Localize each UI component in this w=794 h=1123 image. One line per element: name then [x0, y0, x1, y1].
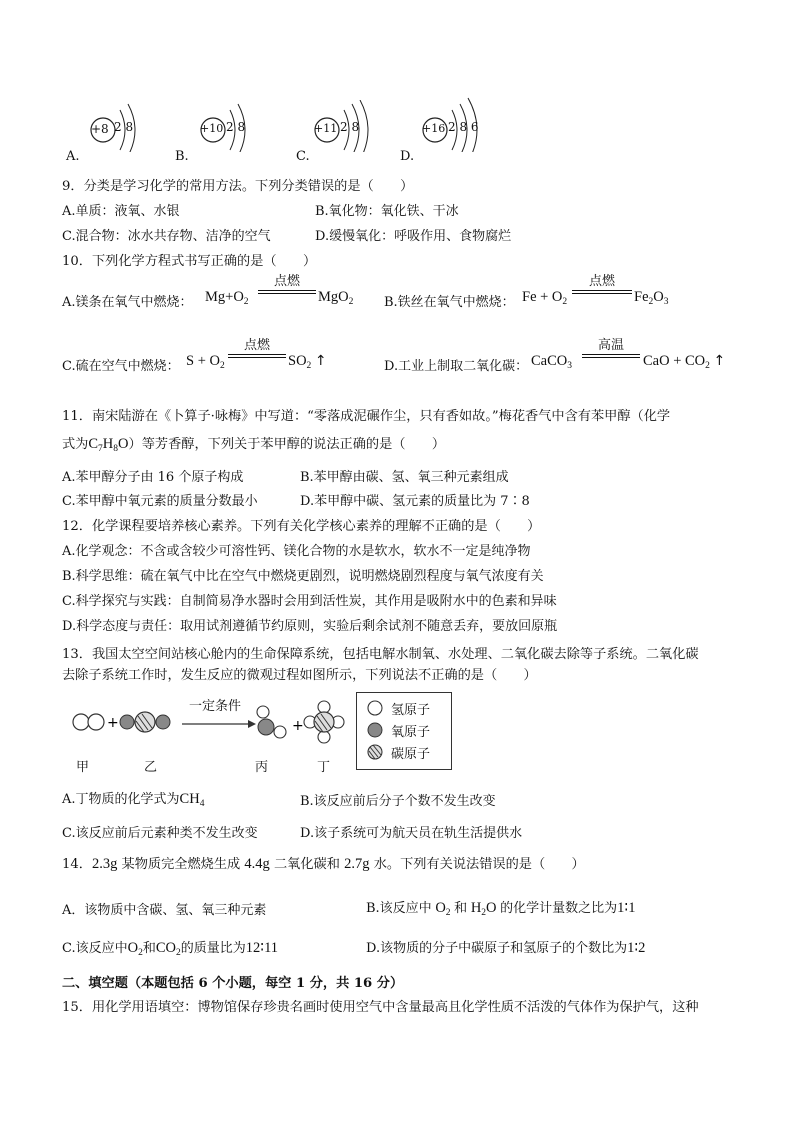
question-9-stem: 9．分类是学习化学的常用方法。下列分类错误的是（ ） — [62, 179, 414, 194]
molecule-name-yi: 乙 — [144, 760, 158, 775]
reaction-condition-a: 点燃 — [258, 275, 316, 294]
legend-hydrogen: 氢原子 — [391, 703, 431, 718]
equation-b-right: $Fe_2O_3$ — [634, 289, 669, 307]
equation-a-left: $Mg+O_2$ — [205, 289, 249, 307]
molecule-name-bing: 丙 — [255, 760, 269, 775]
q12-option-b: B.科学思维：硫在氧气中比在空气中燃烧更剧烈，说明燃烧剧烈程度与氧气浓度有关 — [62, 569, 544, 584]
equation-c-right: $SO_2$ ↑ — [288, 353, 327, 371]
q14-option-c: C.该反应中$O_2$和$CO_2$的质量比为12∶11 — [62, 940, 279, 958]
atom-nucleus: +8 — [91, 122, 109, 136]
q14-option-d: D.该物质的分子中碳原子和氢原子的个数比为1∶2 — [366, 940, 646, 956]
atom-nucleus: +10 — [200, 122, 224, 135]
molecule-name-ding: 丁 — [317, 760, 331, 775]
q12-option-d: D.科学态度与责任：取用试剂遵循节约原则，实验后剩余试剂不随意丢弃，要放回原瓶 — [62, 619, 558, 634]
svg-text:+: + — [107, 715, 119, 731]
equation-d-right: CaO + $CO_2$ ↑ — [643, 353, 726, 371]
atom-shells: 2 8 — [340, 120, 360, 134]
q11-option-b: B.苯甲醇由碳、氢、氧三种元素组成 — [300, 470, 509, 485]
legend-oxygen: 氧原子 — [391, 725, 431, 740]
reaction-condition-b: 点燃 — [572, 275, 632, 294]
q9-option-c: C.混合物：冰水共存物、洁净的空气 — [62, 229, 271, 244]
question-12-stem: 12．化学课程要培养核心素养。下列有关化学核心素养的理解不正确的是（ ） — [62, 519, 541, 534]
question-15-line1: 15．用化学用语填空：博物馆保存珍贵名画时使用空气中含量最高且化学性质不活泼的气体作为保护气，这种 — [62, 1000, 699, 1015]
svg-text:+: + — [292, 718, 304, 734]
q13-option-b: B.该反应前后分子个数不发生改变 — [300, 794, 496, 809]
equation-b-left: $Fe + O_2$ — [522, 289, 568, 307]
q13-option-c: C.该反应前后元素种类不发生改变 — [62, 826, 258, 841]
q14-option-b: B.该反应中 $O_2$ 和 $H_2O$ 的化学计量数之比为1∶1 — [366, 900, 636, 918]
atom-shells: 2 8 — [114, 120, 134, 134]
question-11-line1: 11．南宋陆游在《卜算子·咏梅》中写道：“零落成泥碾作尘，只有香如故。”梅花香气中含有苯甲醇（化学 — [62, 409, 671, 424]
equation-c-left: $S + O_2$ — [186, 353, 225, 371]
q11-option-a: A.苯甲醇分子由 16 个原子构成 — [62, 470, 244, 485]
q11-option-c: C.苯甲醇中氧元素的质量分数最小 — [62, 494, 258, 509]
atom-shells: 2 8 — [226, 120, 246, 134]
q10-option-a: A.镁条在氧气中燃烧： — [62, 295, 193, 310]
reaction-condition-d: 高温 — [582, 339, 640, 358]
q9-option-d: D.缓慢氧化：呼吸作用、食物腐烂 — [315, 229, 512, 244]
atom-shells: 2 8 6 — [448, 120, 479, 134]
option-label: C. — [296, 149, 310, 164]
equation-d-left: CaCO$_3$ — [531, 353, 572, 371]
section-heading: 二、填空题（本题包括 6 个小题，每空 1 分，共 16 分） — [62, 976, 404, 991]
option-label: D. — [400, 149, 415, 164]
question-11-line2: 式为$C_7H_8O$）等芳香醇，下列关于苯甲醇的说法正确的是（ ） — [62, 436, 446, 454]
q9-option-a: A.单质：液氧、水银 — [62, 204, 180, 219]
option-label: B. — [175, 149, 189, 164]
question-14-stem: 14．2.3g 某物质完全燃烧生成 4.4g 二氧化碳和 2.7g 水。下列有关说法错误的是（ ） — [62, 856, 585, 872]
reaction-condition-c: 点燃 — [228, 339, 286, 358]
option-label: A. — [66, 149, 80, 164]
legend-carbon: 碳原子 — [391, 747, 431, 762]
formula-benzyl-alcohol: $C_7H_8O$ — [88, 436, 129, 454]
question-13-line2: 去除子系统工作时，发生反应的微观过程如图所示，下列说法不正确的是（ ） — [62, 668, 537, 683]
q10-option-c: C.硫在空气中燃烧： — [62, 359, 180, 374]
atom-legend — [356, 692, 452, 770]
q12-option-a: A.化学观念：不含或含较少可溶性钙、镁化合物的水是软水，软水不一定是纯净物 — [62, 544, 531, 559]
q10-option-d: D.工业上制取二氧化碳： — [384, 359, 529, 374]
reaction-condition: 一定条件 — [188, 699, 241, 714]
question-10-stem: 10．下列化学方程式书写正确的是（ ） — [62, 254, 317, 269]
atom-nucleus: +11 — [314, 122, 338, 135]
q10-option-b: B.铁丝在氧气中燃烧： — [384, 295, 515, 310]
equation-a-right: MgO$_2$ — [318, 289, 354, 307]
q13-option-a: A.丁物质的化学式为$CH_4$ — [62, 791, 205, 809]
q11-option-d: D.苯甲醇中碳、氢元素的质量比为 7∶8 — [300, 494, 530, 509]
q14-option-a: A．该物质中含碳、氢、氧三种元素 — [62, 903, 267, 918]
q9-option-b: B.氧化物：氧化铁、干冰 — [315, 204, 459, 219]
question-13-line1: 13．我国太空空间站核心舱内的生命保障系统，包括电解水制氧、水处理、二氧化碳去除等子系统。二氧化碳 — [62, 647, 699, 662]
q13-option-d: D.该子系统可为航天员在轨生活提供水 — [300, 826, 523, 841]
molecule-name-jia: 甲 — [76, 760, 90, 775]
atom-nucleus: +16 — [422, 122, 446, 135]
q12-option-c: C.科学探究与实践：自制简易净水器时会用到活性炭，其作用是吸附水中的色素和异味 — [62, 594, 557, 609]
